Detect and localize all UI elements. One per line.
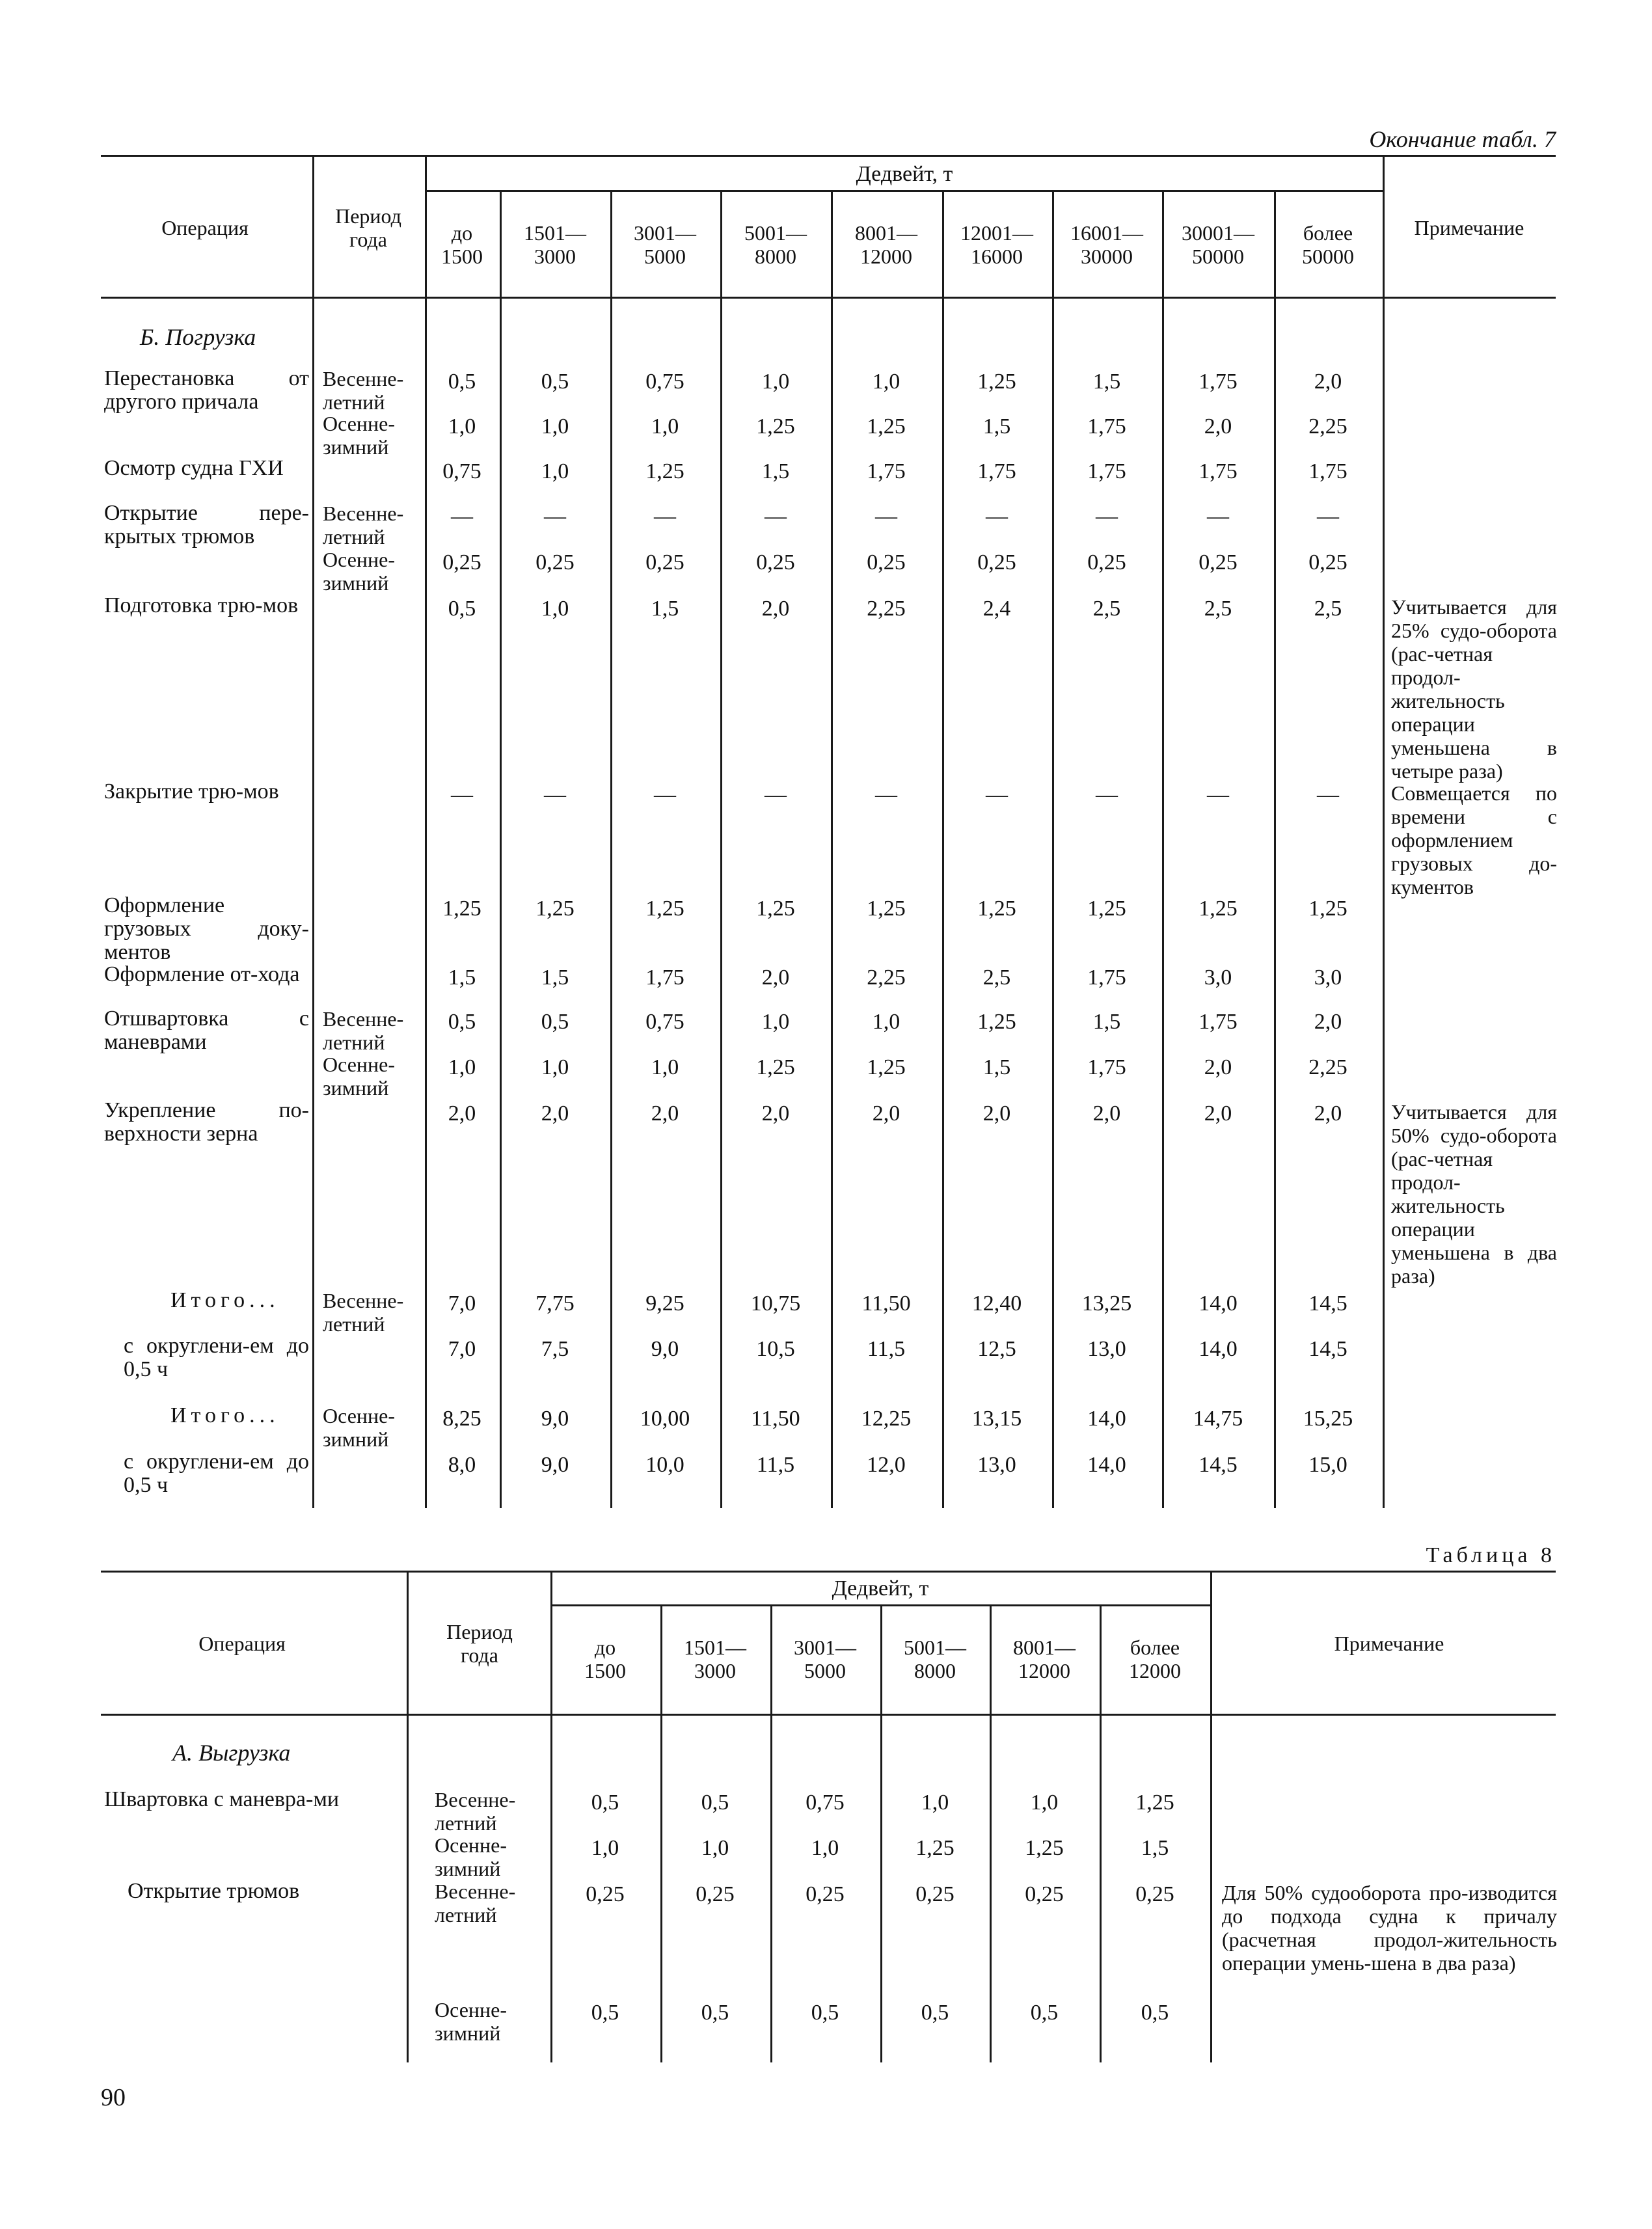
table8-period-label: Весенне- летний bbox=[435, 1788, 516, 1835]
table7-value-cell: 1,0 bbox=[541, 414, 569, 439]
table7-value-cell: 10,75 bbox=[750, 1291, 801, 1316]
table7-value-cell: 1,0 bbox=[541, 1055, 569, 1079]
table8-column-header: 1501— 3000 bbox=[684, 1636, 746, 1682]
table7-header-deadweight: Дедвейт, т bbox=[856, 162, 953, 186]
table7-value-cell: 1,5 bbox=[651, 597, 679, 621]
table7-value-cell: 1,25 bbox=[867, 1055, 906, 1079]
table7-period-label: Весенне- летний bbox=[323, 1007, 404, 1054]
table7-value-cell: — bbox=[986, 504, 1008, 528]
table8-period-label: Осенне- зимний bbox=[435, 1998, 508, 2045]
table8-value-cell: 0,5 bbox=[701, 1790, 729, 1815]
table7-value-cell: 1,75 bbox=[1087, 414, 1126, 439]
table8-value-cell: 1,25 bbox=[1025, 1836, 1064, 1860]
table7-value-cell: 1,5 bbox=[982, 414, 1011, 439]
table8-value-cell: 1,0 bbox=[701, 1836, 729, 1860]
table7-value-cell: 2,0 bbox=[872, 1101, 900, 1126]
table7-value-cell: — bbox=[765, 783, 787, 807]
table7-value-cell: 3,0 bbox=[1204, 966, 1232, 990]
table7-value-cell: — bbox=[1207, 783, 1229, 807]
table7-value-cell: 1,25 bbox=[977, 1010, 1016, 1034]
table7-period-label: Весенне- летний bbox=[323, 367, 404, 414]
table7-vline-c6 bbox=[1052, 190, 1054, 1508]
table7-value-cell: 1,25 bbox=[756, 1055, 795, 1079]
table7-value-cell: 11,50 bbox=[751, 1407, 800, 1431]
table8-column-header: 5001— 8000 bbox=[904, 1636, 966, 1682]
table8-operation-label: Открытие трюмов bbox=[128, 1879, 300, 1903]
table7-value-cell: 12,40 bbox=[971, 1291, 1022, 1316]
table7-value-cell: 0,5 bbox=[541, 1010, 569, 1034]
table7-value-cell: 0,25 bbox=[442, 550, 481, 574]
table7-value-cell: 13,15 bbox=[971, 1407, 1022, 1431]
table7-value-cell: 2,0 bbox=[448, 1101, 476, 1126]
table7-value-cell: — bbox=[1317, 783, 1339, 807]
table7-value-cell: 7,75 bbox=[535, 1291, 575, 1316]
table8-value-cell: 0,5 bbox=[811, 2001, 839, 2025]
table7-value-cell: 0,5 bbox=[448, 1010, 476, 1034]
table7-value-cell: 1,5 bbox=[1092, 1010, 1121, 1034]
table7-value-cell: 1,75 bbox=[867, 459, 906, 483]
table8-operation-label: Швартовка с маневра-ми bbox=[104, 1787, 340, 1811]
table7-column-header: 1501— 3000 bbox=[524, 221, 586, 268]
table7-value-cell: 2,5 bbox=[982, 966, 1011, 990]
table7-value-cell: 2,0 bbox=[761, 966, 790, 990]
table8-top-rule bbox=[101, 1571, 1556, 1573]
table8-caption: Таблица 8 bbox=[1426, 1543, 1556, 1567]
table7-caption: Окончание табл. 7 bbox=[1369, 126, 1556, 152]
table7-operation-label: Закрытие трю-мов bbox=[104, 779, 279, 804]
table7-column-header: 12001— 16000 bbox=[960, 221, 1033, 268]
table7-value-cell: — bbox=[1317, 504, 1339, 528]
table8-value-cell: 0,5 bbox=[1030, 2001, 1059, 2025]
table7-column-header: 3001— 5000 bbox=[634, 221, 696, 268]
table7-total-label: Итого... bbox=[170, 1288, 280, 1312]
table7-value-cell: 2,5 bbox=[1204, 597, 1232, 621]
table7-value-cell: 9,25 bbox=[645, 1291, 684, 1316]
table7-value-cell: 2,0 bbox=[651, 1101, 679, 1126]
table7-value-cell: 1,0 bbox=[761, 370, 790, 394]
table7-value-cell: 1,25 bbox=[1198, 897, 1238, 921]
table8-value-cell: 1,0 bbox=[921, 1790, 949, 1815]
table8-vline-c0 bbox=[550, 1571, 552, 2062]
table8-value-cell: 0,5 bbox=[701, 2001, 729, 2025]
table8-period-label: Осенне- зимний bbox=[435, 1833, 508, 1880]
table7-period-label: Осенне- зимний bbox=[323, 412, 396, 459]
table7-value-cell: 1,75 bbox=[645, 966, 684, 990]
table7-value-cell: 1,0 bbox=[448, 414, 476, 439]
table7-top-rule bbox=[101, 155, 1556, 157]
table7-value-cell: 1,75 bbox=[1087, 1055, 1126, 1079]
table8-value-cell: 0,75 bbox=[806, 1790, 845, 1815]
table7-operation-label: Осмотр судна ГХИ bbox=[104, 456, 284, 480]
table7-period-label: Весенне- летний bbox=[323, 1289, 404, 1336]
table7-value-cell: 1,25 bbox=[867, 897, 906, 921]
table7-value-cell: 1,25 bbox=[756, 414, 795, 439]
table7-value-cell: 1,25 bbox=[977, 370, 1016, 394]
table7-value-cell: 1,25 bbox=[535, 897, 575, 921]
table7-value-cell: — bbox=[875, 504, 897, 528]
table7-value-cell: 1,0 bbox=[448, 1055, 476, 1079]
table7-value-cell: — bbox=[1096, 783, 1118, 807]
table7-value-cell: 1,5 bbox=[448, 966, 476, 990]
table7-value-cell: 10,0 bbox=[645, 1453, 684, 1477]
table7-value-cell: 7,0 bbox=[448, 1337, 476, 1361]
table7-value-cell: 2,25 bbox=[867, 966, 906, 990]
table8-section-title: А. Выгрузка bbox=[172, 1740, 291, 1766]
table8-value-cell: 1,25 bbox=[915, 1836, 955, 1860]
table7-vline-c5 bbox=[942, 190, 944, 1508]
table8-vline-c3 bbox=[880, 1604, 882, 2062]
table7-value-cell: 14,0 bbox=[1198, 1291, 1238, 1316]
table7-vline-c0 bbox=[425, 155, 427, 1508]
table7-deadweight-rule bbox=[426, 190, 1383, 192]
table7-value-cell: 14,5 bbox=[1308, 1291, 1347, 1316]
table7-period-label: Весенне- летний bbox=[323, 502, 404, 548]
table7-value-cell: 0,5 bbox=[448, 597, 476, 621]
table7-value-cell: — bbox=[875, 783, 897, 807]
table7-value-cell: 1,25 bbox=[867, 414, 906, 439]
table7-operation-label: Открытие пере-крытых трюмов bbox=[104, 501, 309, 548]
table7-value-cell: 1,0 bbox=[651, 1055, 679, 1079]
table7-vline-period bbox=[312, 155, 314, 1508]
table7-value-cell: 2,0 bbox=[982, 1101, 1011, 1126]
table7-operation-label: Оформление грузовых доку-ментов bbox=[104, 893, 309, 964]
table7-operation-label: с округлени-ем до 0,5 ч bbox=[124, 1450, 309, 1497]
table7-value-cell: 1,5 bbox=[1092, 370, 1121, 394]
table7-value-cell: 14,5 bbox=[1198, 1453, 1238, 1477]
table7-value-cell: 1,75 bbox=[977, 459, 1016, 483]
table7-value-cell: 0,25 bbox=[977, 550, 1016, 574]
table8-column-header: 8001— 12000 bbox=[1013, 1636, 1076, 1682]
table7-value-cell: — bbox=[451, 504, 473, 528]
table7-value-cell: 1,5 bbox=[982, 1055, 1011, 1079]
table8-vline-c4 bbox=[990, 1604, 992, 2062]
table7-value-cell: 2,25 bbox=[1308, 414, 1347, 439]
table7-value-cell: 1,25 bbox=[756, 897, 795, 921]
table8-value-cell: 0,25 bbox=[806, 1882, 845, 1906]
table7-value-cell: 7,5 bbox=[541, 1337, 569, 1361]
table7-value-cell: 1,75 bbox=[1198, 459, 1238, 483]
table7-operation-label: Подготовка трю-мов bbox=[104, 593, 299, 617]
table7-value-cell: 10,00 bbox=[640, 1407, 690, 1431]
table8-header-period: Период года bbox=[446, 1620, 513, 1667]
table8-vline-c2 bbox=[770, 1604, 772, 2062]
table7-value-cell: 2,0 bbox=[1314, 1101, 1342, 1126]
table7-value-cell: 0,5 bbox=[448, 370, 476, 394]
table7-value-cell: 7,0 bbox=[448, 1291, 476, 1316]
table7-column-header: 5001— 8000 bbox=[744, 221, 807, 268]
table7-value-cell: 11,5 bbox=[867, 1337, 906, 1361]
table7-value-cell: 14,0 bbox=[1198, 1337, 1238, 1361]
table7-value-cell: — bbox=[1207, 504, 1229, 528]
table7-value-cell: 10,5 bbox=[756, 1337, 795, 1361]
table7-header-period: Период года bbox=[335, 204, 401, 251]
table7-operation-label: Отшвартовка с маневрами bbox=[104, 1006, 309, 1054]
table7-value-cell: 2,0 bbox=[1204, 1055, 1232, 1079]
table7-period-label: Осенне- зимний bbox=[323, 1404, 396, 1451]
table7-value-cell: 1,0 bbox=[761, 1010, 790, 1034]
table7-value-cell: — bbox=[986, 783, 1008, 807]
table7-value-cell: 1,0 bbox=[541, 597, 569, 621]
table8-value-cell: 1,0 bbox=[811, 1836, 839, 1860]
table8-period-label: Весенне- летний bbox=[435, 1880, 516, 1926]
table8-value-cell: 0,25 bbox=[696, 1882, 735, 1906]
table7-value-cell: 1,25 bbox=[1308, 897, 1347, 921]
table7-value-cell: 12,0 bbox=[867, 1453, 906, 1477]
table7-value-cell: 0,25 bbox=[867, 550, 906, 574]
table8-value-cell: 0,5 bbox=[1141, 2001, 1169, 2025]
table7-value-cell: 9,0 bbox=[541, 1453, 569, 1477]
table8-vline-c1 bbox=[660, 1604, 662, 2062]
table7-value-cell: 0,25 bbox=[1087, 550, 1126, 574]
table7-value-cell: 2,5 bbox=[1092, 597, 1121, 621]
table7-value-cell: 1,25 bbox=[977, 897, 1016, 921]
table7-column-header: 30001— 50000 bbox=[1182, 221, 1254, 268]
table7-vline-c8 bbox=[1274, 190, 1276, 1508]
table7-vline-c3 bbox=[720, 190, 722, 1508]
table7-value-cell: 0,25 bbox=[535, 550, 575, 574]
table8-value-cell: 1,0 bbox=[591, 1836, 619, 1860]
table8-value-cell: 0,5 bbox=[591, 1790, 619, 1815]
table7-value-cell: 9,0 bbox=[651, 1337, 679, 1361]
table7-header-operation: Операция bbox=[161, 216, 249, 239]
table7-value-cell: — bbox=[765, 504, 787, 528]
table7-column-header: более 50000 bbox=[1302, 221, 1354, 268]
table7-value-cell: 2,0 bbox=[1204, 1101, 1232, 1126]
table7-value-cell: 15,25 bbox=[1303, 1407, 1353, 1431]
table7-value-cell: 9,0 bbox=[541, 1407, 569, 1431]
table7-vline-c7 bbox=[1162, 190, 1164, 1508]
table7-value-cell: 1,75 bbox=[1087, 459, 1126, 483]
table8-column-header: до 1500 bbox=[584, 1636, 626, 1682]
table8-vline-period bbox=[407, 1571, 409, 2062]
table7-value-cell: 11,50 bbox=[861, 1291, 911, 1316]
table7-value-cell: 0,5 bbox=[541, 370, 569, 394]
table7-value-cell: 0,75 bbox=[645, 370, 684, 394]
table7-value-cell: — bbox=[451, 783, 473, 807]
table7-value-cell: 1,0 bbox=[541, 459, 569, 483]
table8-value-cell: 0,25 bbox=[1135, 1882, 1174, 1906]
table8-value-cell: 0,25 bbox=[915, 1882, 955, 1906]
table7-value-cell: 2,0 bbox=[1314, 1010, 1342, 1034]
table7-value-cell: 8,0 bbox=[448, 1453, 476, 1477]
table8-value-cell: 0,5 bbox=[921, 2001, 949, 2025]
table7-value-cell: 8,25 bbox=[442, 1407, 481, 1431]
table8-note: Для 50% судооборота про-изводится до подхода судна к причалу (расчетная продол-жительность операции умень-шена в два раза) bbox=[1222, 1881, 1557, 1975]
table7-value-cell: 1,75 bbox=[1198, 370, 1238, 394]
table8-value-cell: 0,25 bbox=[1025, 1882, 1064, 1906]
table7-value-cell: 0,25 bbox=[645, 550, 684, 574]
table7-value-cell: 2,25 bbox=[1308, 1055, 1347, 1079]
table7-value-cell: 1,25 bbox=[1087, 897, 1126, 921]
table8-column-header: 3001— 5000 bbox=[794, 1636, 856, 1682]
table7-value-cell: 11,5 bbox=[756, 1453, 795, 1477]
table7-value-cell: 14,5 bbox=[1308, 1337, 1347, 1361]
table7-value-cell: 2,4 bbox=[982, 597, 1011, 621]
table8-vline-c5 bbox=[1100, 1604, 1102, 2062]
table8-value-cell: 0,25 bbox=[586, 1882, 625, 1906]
table7-note: Совмещается по времени с оформлением грузовых до-кументов bbox=[1391, 781, 1557, 898]
table7-vline-c4 bbox=[831, 190, 833, 1508]
table8-column-header: более 12000 bbox=[1129, 1636, 1181, 1682]
table8-header-deadweight: Дедвейт, т bbox=[832, 1576, 929, 1601]
table7-value-cell: 14,0 bbox=[1087, 1407, 1126, 1431]
table7-value-cell: 3,0 bbox=[1314, 966, 1342, 990]
table7-total-label: Итого... bbox=[170, 1403, 280, 1427]
table8-value-cell: 1,25 bbox=[1135, 1790, 1174, 1815]
table7-value-cell: — bbox=[654, 504, 676, 528]
table7-value-cell: 0,75 bbox=[645, 1010, 684, 1034]
table7-value-cell: 2,0 bbox=[761, 597, 790, 621]
table7-value-cell: 2,25 bbox=[867, 597, 906, 621]
table7-value-cell: 12,5 bbox=[977, 1337, 1016, 1361]
table8-header-note: Примечание bbox=[1334, 1632, 1444, 1655]
table8-header-rule bbox=[101, 1714, 1556, 1716]
table7-value-cell: 13,0 bbox=[977, 1453, 1016, 1477]
table7-value-cell: — bbox=[1096, 504, 1118, 528]
table7-operation-label: с округлени-ем до 0,5 ч bbox=[124, 1334, 309, 1381]
table7-value-cell: 2,0 bbox=[1092, 1101, 1121, 1126]
table7-value-cell: 2,0 bbox=[1204, 414, 1232, 439]
table7-column-header: 16001— 30000 bbox=[1070, 221, 1143, 268]
table7-value-cell: 0,25 bbox=[756, 550, 795, 574]
table7-operation-label: Оформление от-хода bbox=[104, 962, 300, 986]
table7-value-cell: — bbox=[544, 504, 566, 528]
table7-value-cell: 1,25 bbox=[645, 897, 684, 921]
table7-column-header: 8001— 12000 bbox=[855, 221, 917, 268]
table7-operation-label: Укрепление по-верхности зерна bbox=[104, 1098, 309, 1146]
table7-value-cell: 2,5 bbox=[1314, 597, 1342, 621]
table7-value-cell: 13,25 bbox=[1081, 1291, 1132, 1316]
table7-value-cell: 14,75 bbox=[1193, 1407, 1243, 1431]
table7-value-cell: 1,0 bbox=[872, 1010, 900, 1034]
table7-header-rule bbox=[101, 297, 1556, 299]
table7-value-cell: 1,5 bbox=[761, 459, 790, 483]
table7-column-header: до 1500 bbox=[441, 221, 483, 268]
table7-value-cell: 13,0 bbox=[1087, 1337, 1126, 1361]
table7-period-label: Осенне- зимний bbox=[323, 548, 396, 595]
table7-value-cell: 2,0 bbox=[1314, 370, 1342, 394]
table7-vline-note bbox=[1383, 155, 1385, 1508]
table7-value-cell: 1,0 bbox=[872, 370, 900, 394]
table7-value-cell: — bbox=[544, 783, 566, 807]
table7-value-cell: 1,75 bbox=[1198, 1010, 1238, 1034]
table7-operation-label: Перестановка от другого причала bbox=[104, 366, 309, 414]
table7-value-cell: 2,0 bbox=[541, 1101, 569, 1126]
table7-note: Учитывается для 25% судо-оборота (рас-четная продол-жительность операции уменьшена в четыре раза) bbox=[1391, 595, 1557, 783]
table7-value-cell: — bbox=[654, 783, 676, 807]
table7-value-cell: 2,0 bbox=[761, 1101, 790, 1126]
table7-value-cell: 0,25 bbox=[1198, 550, 1238, 574]
page-number: 90 bbox=[101, 2084, 126, 2111]
table7-value-cell: 12,25 bbox=[861, 1407, 912, 1431]
table7-value-cell: 1,25 bbox=[442, 897, 481, 921]
table8-header-operation: Операция bbox=[198, 1632, 286, 1655]
table7-value-cell: 0,75 bbox=[442, 459, 481, 483]
table7-value-cell: 1,75 bbox=[1087, 966, 1126, 990]
table8-value-cell: 1,0 bbox=[1030, 1790, 1059, 1815]
table7-vline-c1 bbox=[500, 190, 502, 1508]
table7-value-cell: 0,25 bbox=[1308, 550, 1347, 574]
table7-period-label: Осенне- зимний bbox=[323, 1053, 396, 1100]
table8-vline-note bbox=[1210, 1571, 1212, 2062]
table7-value-cell: 1,25 bbox=[645, 459, 684, 483]
table7-vline-c2 bbox=[610, 190, 612, 1508]
table7-value-cell: 1,75 bbox=[1308, 459, 1347, 483]
table7-header-note: Примечание bbox=[1414, 216, 1524, 239]
table7-note: Учитывается для 50% судо-оборота (рас-четная продол-жительность операции уменьшена в два раза) bbox=[1391, 1100, 1557, 1288]
table8-value-cell: 1,5 bbox=[1141, 1836, 1169, 1860]
table8-value-cell: 0,5 bbox=[591, 2001, 619, 2025]
table7-section-title: Б. Погрузка bbox=[140, 324, 256, 350]
table7-value-cell: 1,5 bbox=[541, 966, 569, 990]
table7-value-cell: 15,0 bbox=[1308, 1453, 1347, 1477]
table7-value-cell: 1,0 bbox=[651, 414, 679, 439]
table7-value-cell: 14,0 bbox=[1087, 1453, 1126, 1477]
